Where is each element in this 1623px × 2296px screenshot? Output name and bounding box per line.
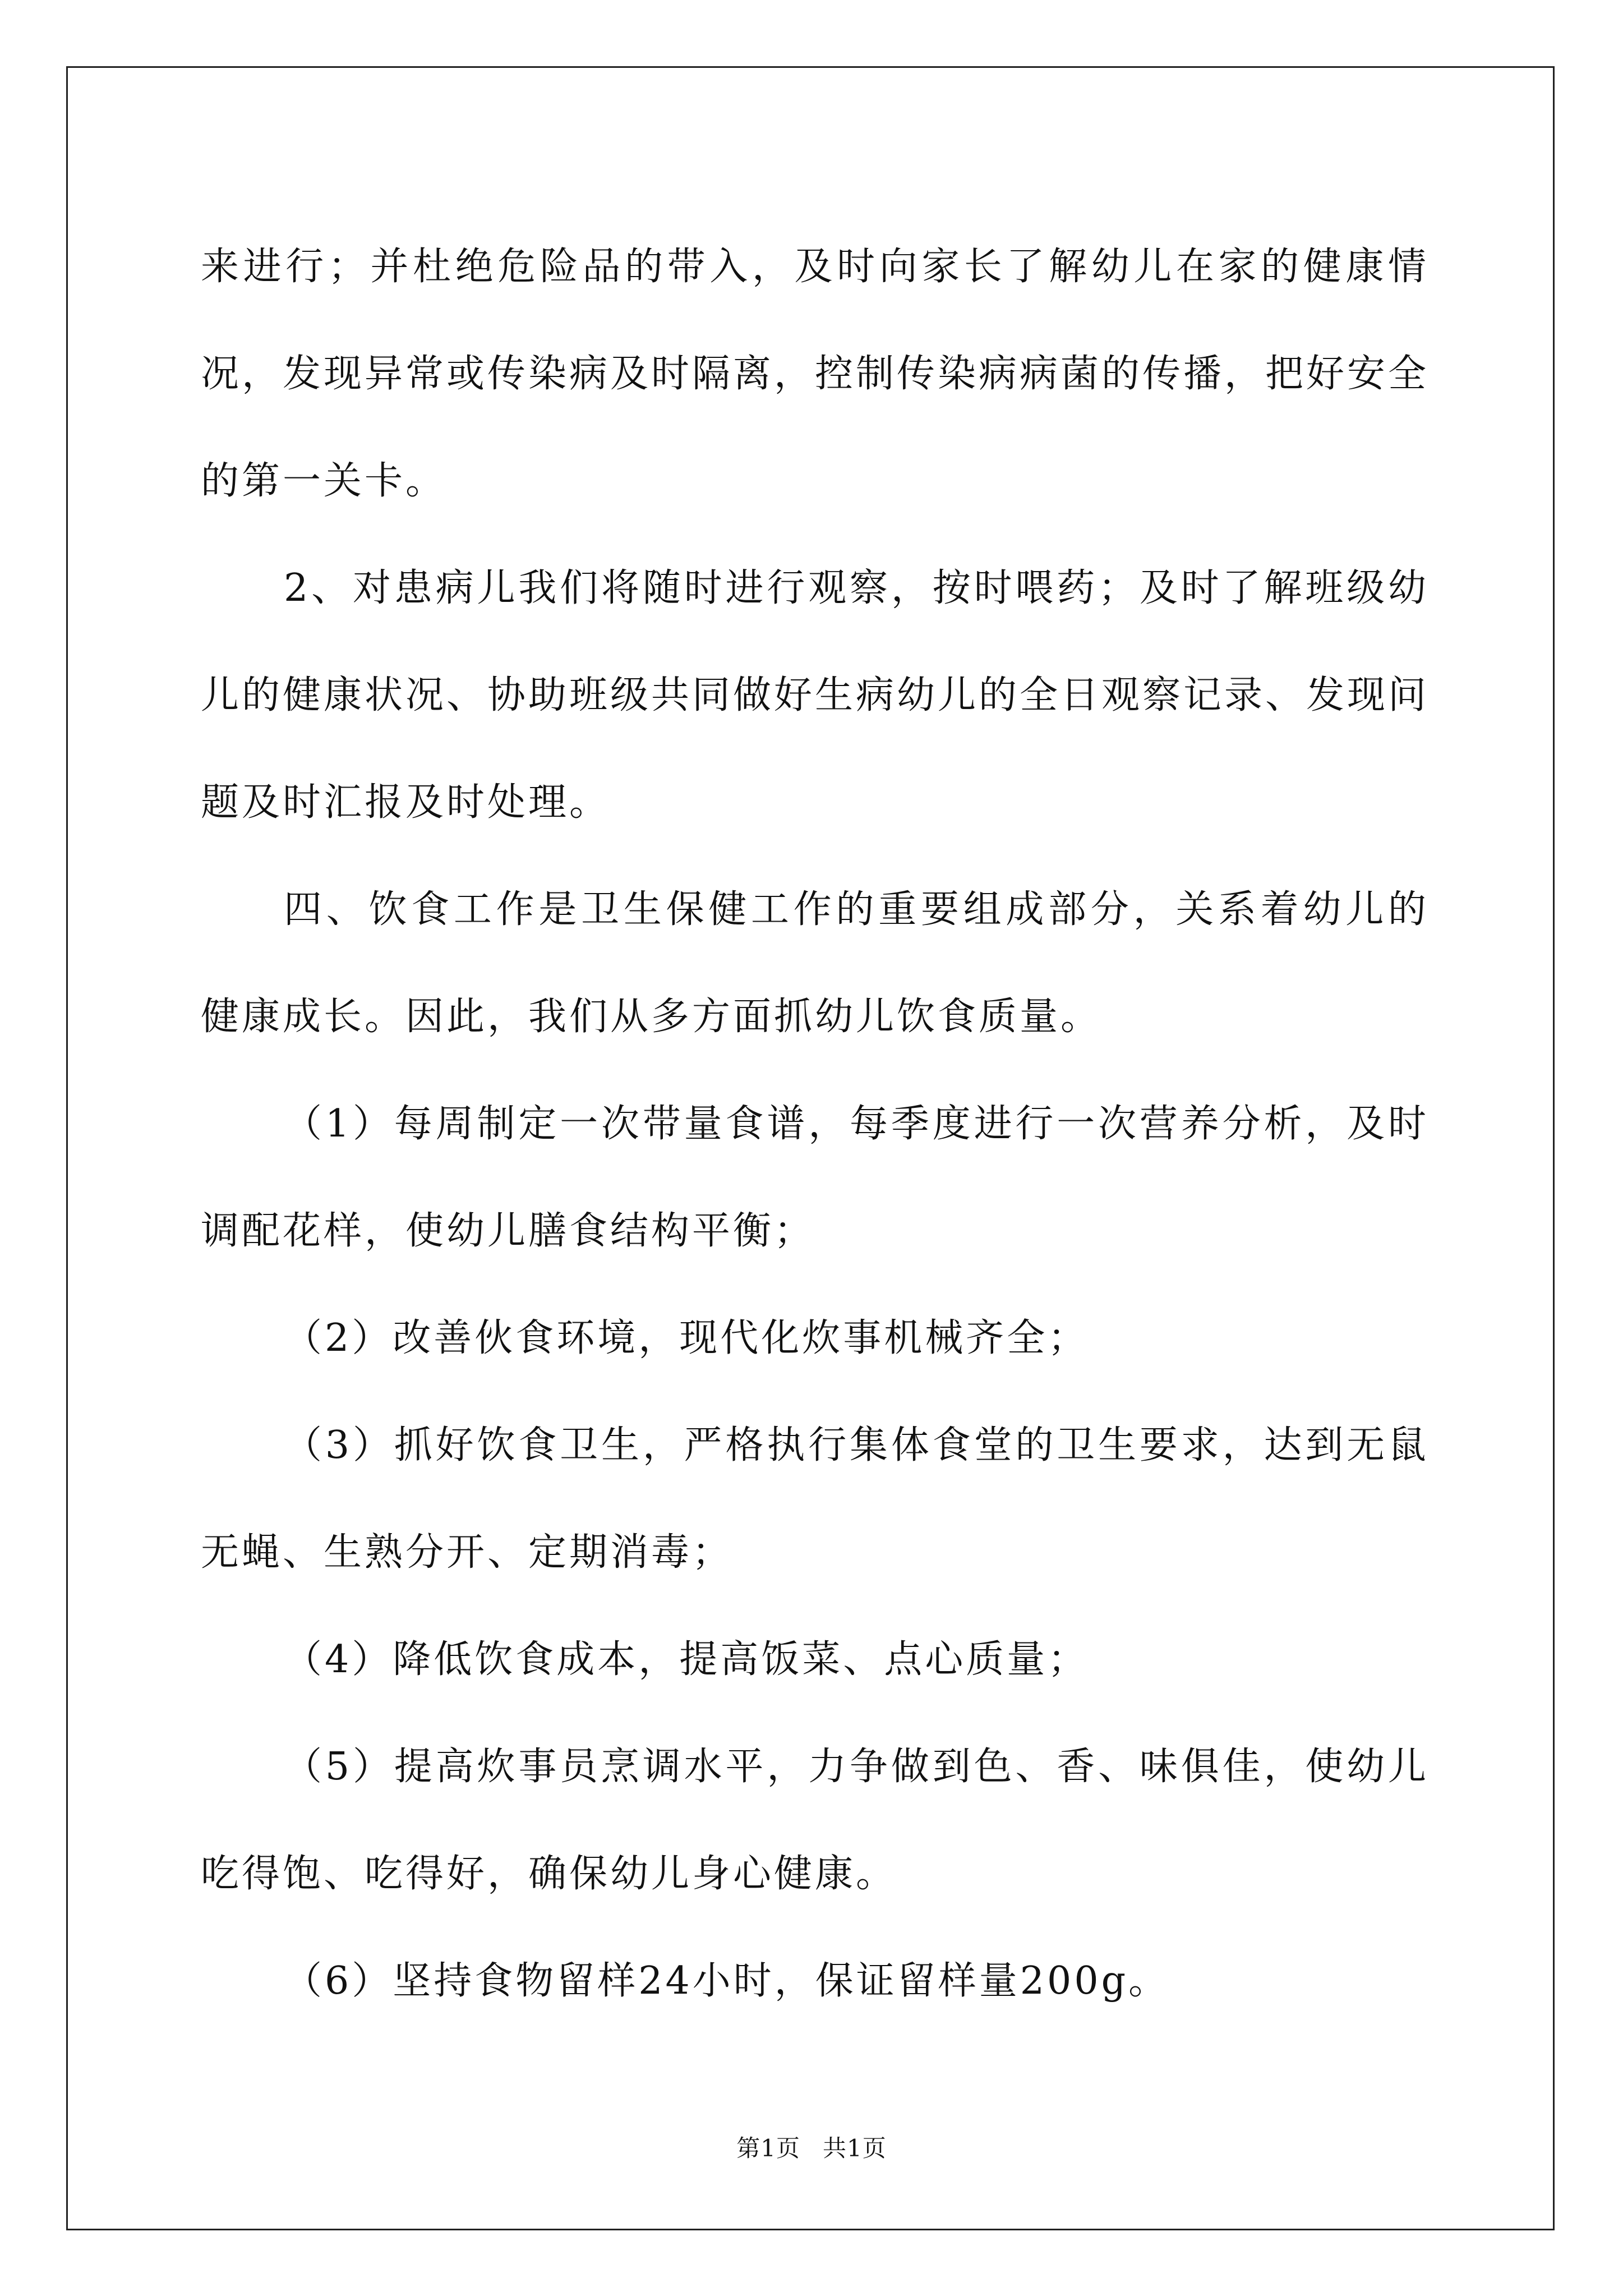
paragraph-subitem-4: （4）降低饮食成本，提高饭菜、点心质量； — [284, 1637, 1089, 1682]
paragraph-subitem-3: （3）抓好饮食卫生，严格执行集体食堂的卫生要求，达到无鼠无蝇、生熟分开、定期消毒； — [201, 1423, 1429, 1575]
page-number-current: 第1页 — [736, 2134, 800, 2162]
paragraph-section-4: 四、饮食工作是卫生保健工作的重要组成部分，关系着幼儿的健康成长。因此，我们从多方面抓幼儿饮食质量。 — [201, 887, 1429, 1039]
paragraph-continuation: 来进行；并杜绝危险品的带入，及时向家长了解幼儿在家的健康情况，发现异常或传染病及时隔离，控制传染病病菌的传播，把好安全的第一关卡。 — [201, 245, 1430, 503]
paragraph-subitem-6: （6）坚持食物留样24小时，保证留样量200g。 — [284, 1959, 1170, 2003]
paragraph-subitem-2: （2）改善伙食环境，现代化炊事机械齐全； — [284, 1316, 1089, 1360]
document-body — [201, 213, 1429, 2035]
paragraph-subitem-5: （5）提高炊事员烹调水平，力争做到色、香、味俱佳，使幼儿吃得饱、吃得好，确保幼儿身心健康。 — [201, 1745, 1429, 1896]
paragraph-item-2: 2、对患病儿我们将随时进行观察，按时喂药；及时了解班级幼儿的健康状况、协助班级共同做好生病幼儿的全日观察记录、发现问题及时汇报及时处理。 — [201, 566, 1430, 825]
paragraph-subitem-1: （1）每周制定一次带量食谱，每季度进行一次营养分析，及时调配花样，使幼儿膳食结构平衡； — [201, 1102, 1429, 1253]
page-footer — [0, 2132, 1623, 2165]
page-number-total: 共1页 — [823, 2134, 887, 2162]
